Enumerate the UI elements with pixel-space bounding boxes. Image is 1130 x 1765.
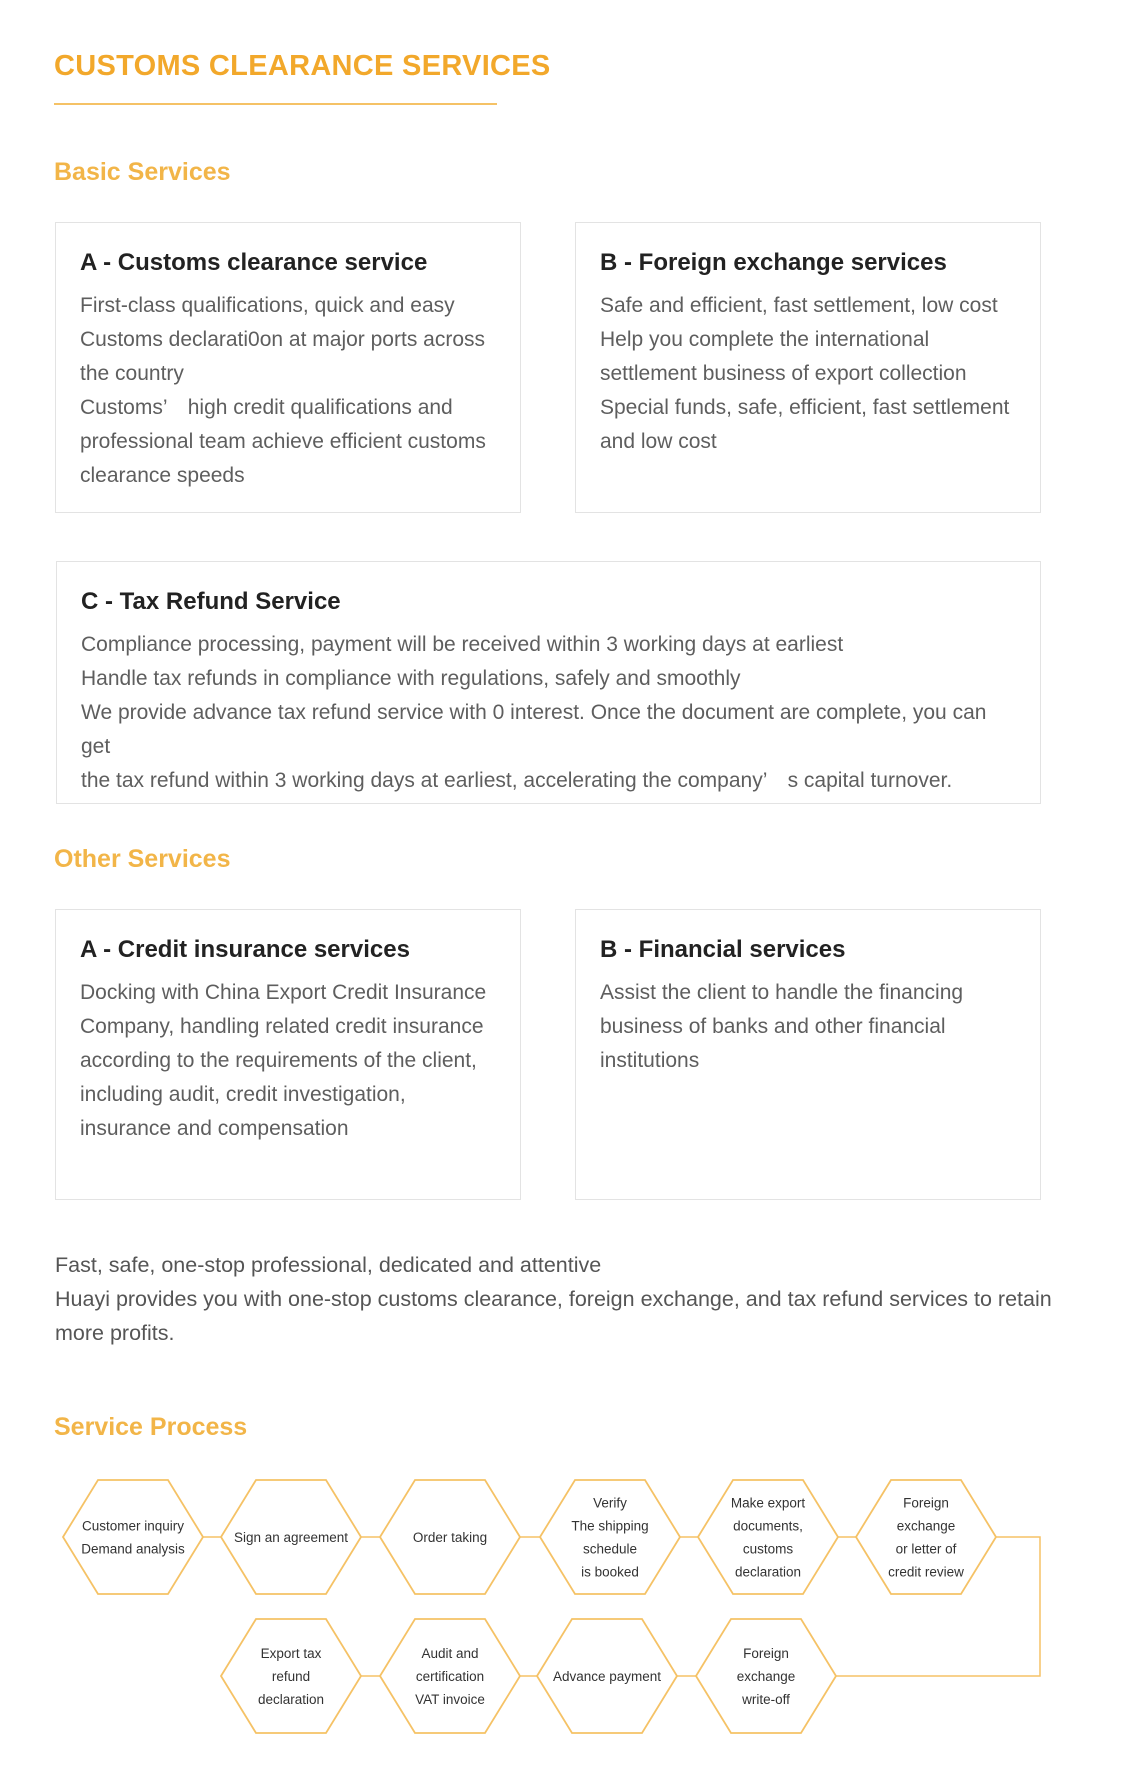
card-text-line: according to the requirements of the client, <box>80 1049 477 1072</box>
process-step-label: is booked <box>581 1564 639 1580</box>
service-process-heading: Service Process <box>54 1413 248 1441</box>
card-prefix: B - <box>600 249 632 276</box>
process-step-label: declaration <box>734 1564 802 1580</box>
card-text-line: We provide advance tax refund service with 0 interest. Once the document are complete, you can get <box>81 701 987 758</box>
process-step-label: Foreign <box>743 1646 789 1661</box>
card-text-line: Assist the client to handle the financing <box>600 981 964 1004</box>
process-step-label: Verify <box>593 1495 627 1511</box>
card-title-text: Credit insurance services <box>117 936 410 963</box>
card-text-line: clearance speeds <box>80 464 245 487</box>
page-title: CUSTOMS CLEARANCE SERVICES <box>54 50 551 82</box>
card-text-line: business of banks and other financial <box>600 1015 946 1038</box>
process-step-label: schedule <box>582 1541 638 1557</box>
card-title-text: Tax Refund Service <box>119 588 341 615</box>
process-step <box>696 1619 836 1733</box>
process-step <box>221 1619 361 1733</box>
summary-line: more profits. <box>55 1321 175 1345</box>
process-step-label: Foreign <box>903 1495 949 1511</box>
process-step-label: Make export <box>730 1495 806 1511</box>
process-step-label: or letter of <box>895 1541 957 1557</box>
other-services-heading: Other Services <box>54 845 231 873</box>
process-step-label: customs <box>742 1541 794 1557</box>
card-title-text: Foreign exchange services <box>638 249 947 276</box>
summary-line: Huayi provides you with one-stop customs clearance, foreign exchange, and tax refund services to retain <box>55 1287 1052 1311</box>
card-text-line: institutions <box>600 1049 700 1072</box>
process-step <box>221 1480 361 1594</box>
process-step-label: documents, <box>733 1518 803 1534</box>
card-title-text: Customs clearance service <box>117 249 428 276</box>
process-step-label: Sign an agreement <box>233 1530 349 1545</box>
process-step <box>537 1619 677 1733</box>
basic-services-heading: Basic Services <box>54 158 231 186</box>
process-step <box>856 1480 996 1594</box>
card-text-line: Customs’ high credit qualifications and <box>80 396 453 419</box>
card-text-line: including audit, credit investigation, <box>80 1083 406 1106</box>
card-text-line: Help you complete the international <box>600 328 930 351</box>
card-text-line: Compliance processing, payment will be received within 3 working days at earliest <box>81 633 844 656</box>
card-text-line: First-class qualifications, quick and easy <box>80 294 455 317</box>
card-text-line: Docking with China Export Credit Insurance <box>80 981 487 1004</box>
process-step-label: VAT invoice <box>415 1692 485 1707</box>
card-text-line: Customs declarati0on at major ports across <box>80 328 485 351</box>
process-step-label: exchange <box>896 1518 956 1534</box>
process-step-label: write-off <box>742 1692 790 1707</box>
process-step-hexagon <box>63 1480 203 1594</box>
process-step-label: exchange <box>736 1669 796 1684</box>
card-text-line: Safe and efficient, fast settlement, low cost <box>600 294 998 317</box>
process-step-label: Advance payment <box>552 1669 662 1684</box>
process-step-label: certification <box>415 1669 485 1684</box>
process-step <box>380 1619 520 1733</box>
process-step-label: refund <box>271 1669 311 1684</box>
process-step-label: Demand analysis <box>81 1541 185 1557</box>
card-prefix: B - <box>600 936 632 963</box>
card-title-text: Financial services <box>638 936 846 963</box>
card-text-line: Special funds, safe, efficient, fast settlement <box>600 396 1010 419</box>
process-step-label: Order taking <box>412 1530 488 1545</box>
process-step <box>63 1480 203 1594</box>
card-text-line: professional team achieve efficient customs <box>80 430 486 453</box>
process-step-label: The shipping <box>571 1518 649 1534</box>
card-text-line: the country <box>80 362 184 385</box>
card-text-line: and low cost <box>600 430 717 453</box>
summary-line: Fast, safe, one-stop professional, dedicated and attentive <box>55 1253 602 1277</box>
process-step <box>380 1480 520 1594</box>
process-step-label: declaration <box>257 1692 325 1707</box>
process-step-label: Customer inquiry <box>81 1518 185 1534</box>
card-text-line: Company, handling related credit insurance <box>80 1015 484 1038</box>
card-text-line: Handle tax refunds in compliance with regulations, safely and smoothly <box>81 667 741 690</box>
process-step <box>698 1480 838 1594</box>
card-prefix: C - <box>81 588 113 615</box>
card-prefix: A - <box>80 249 112 276</box>
process-step <box>540 1480 680 1594</box>
card-prefix: A - <box>80 936 112 963</box>
process-step-label: Audit and <box>421 1646 479 1661</box>
card-text-line: settlement business of export collection <box>600 362 967 385</box>
process-step-label: Export tax <box>260 1646 322 1661</box>
process-step-label: credit review <box>888 1564 964 1580</box>
card-text-line: the tax refund within 3 working days at earliest, accelerating the company’ s capital turnover. <box>81 769 953 792</box>
card-text-line: insurance and compensation <box>80 1117 349 1140</box>
